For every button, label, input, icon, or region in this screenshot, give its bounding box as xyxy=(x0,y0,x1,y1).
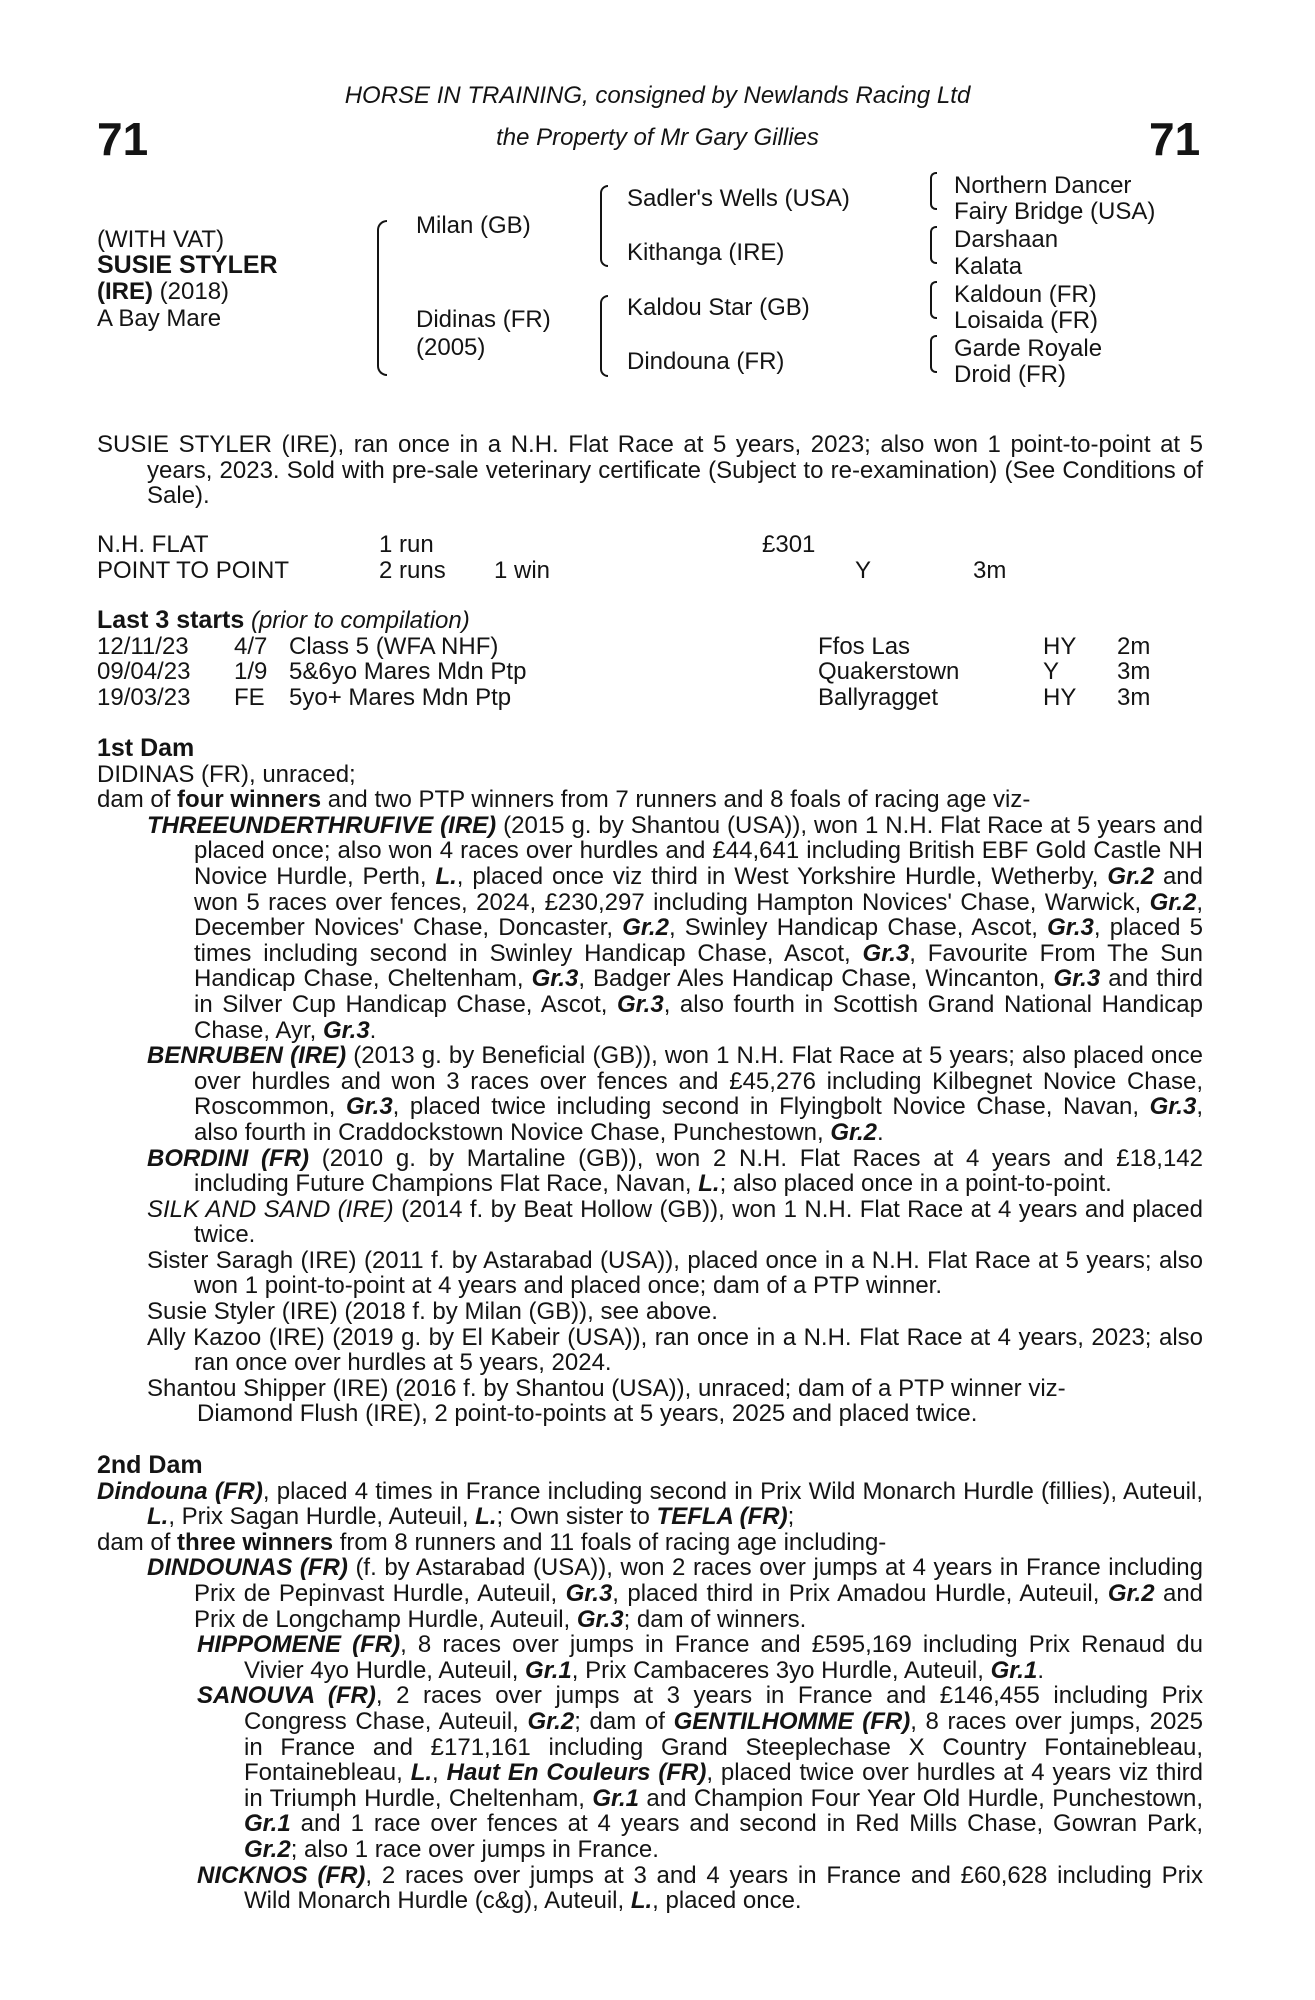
progeny-name: THREEUNDERTHRUFIVE (IRE) xyxy=(147,811,497,839)
progeny-name: SANOUVA (FR) xyxy=(197,1682,376,1710)
pedigree-brace-g4 xyxy=(930,335,937,373)
pedigree-g8: Droid (FR) xyxy=(954,361,1066,388)
race-record xyxy=(97,532,1203,583)
start-date: 19/03/23 xyxy=(97,683,191,711)
pedigree-dam-sire: Kaldou Star (GB) xyxy=(627,294,810,321)
first-dam-line: DIDINAS (FR), unraced; xyxy=(97,760,356,788)
second-dam-dindouna: Dindouna (FR), placed 4 times in France including second in Prix Wild Monarch Hurdle (fillies), Auteuil, L., Prix Sagan Hurdle, Auteuil, L.; Own sister to TEFLA (FR); xyxy=(97,1477,1204,1531)
pedigree-g3: Darshaan xyxy=(954,226,1059,253)
start-going: HY xyxy=(1043,683,1077,711)
record-runs: 1 run xyxy=(379,531,434,558)
progeny-silk-and-sand: SILK AND SAND (IRE) (2014 f. by Beat Hollow (GB)), won 1 N.H. Flat Race at 4 years and placed twice. xyxy=(147,1195,1203,1249)
record-prize: £301 xyxy=(762,531,816,558)
pedigree-sire-sire: Sadler's Wells (USA) xyxy=(627,185,850,212)
last-starts-subtitle: (prior to compilation) xyxy=(250,607,470,634)
progeny-name: DINDOUNAS (FR) xyxy=(147,1554,348,1582)
start-position: 4/7 xyxy=(234,632,268,660)
start-distance: 3m xyxy=(1117,683,1151,711)
start-row xyxy=(97,659,1203,685)
pedigree-brace-g2 xyxy=(930,226,937,264)
pedigree-brace-g1 xyxy=(930,172,937,210)
progeny-name: BENRUBEN (IRE) xyxy=(147,1042,347,1070)
last-starts-heading xyxy=(97,608,1203,634)
pedigree-g6: Loisaida (FR) xyxy=(954,307,1099,334)
record-runs: 2 runs xyxy=(379,556,446,584)
summary-paragraph xyxy=(97,432,1203,509)
progeny-sister-saragh: Sister Saragh (IRE) (2011 f. by Astarabad (USA)), placed once in a N.H. Flat Race at 5 years; also won 1 point-to-point at 4 years and placed once; dam of a PTP winner. xyxy=(147,1246,1203,1300)
start-distance: 2m xyxy=(1117,632,1151,660)
start-race: 5yo+ Mares Mdn Ptp xyxy=(289,683,512,711)
progeny-name: HIPPOMENE (FR) xyxy=(197,1631,401,1659)
vat-label: (WITH VAT) xyxy=(97,226,225,253)
header-consignor: HORSE IN TRAINING, consigned by Newlands Racing Ltd xyxy=(344,82,971,109)
first-dam-section xyxy=(97,736,1203,1427)
start-course: Ffos Las xyxy=(818,632,911,660)
progeny-nicknos: NICKNOS (FR), 2 races over jumps at 3 and 4 years in France and £60,628 including Prix Wild Monarch Hurdle (c&g), Auteuil, L., placed once. xyxy=(197,1861,1203,1915)
horse-year: (2018) xyxy=(159,278,230,305)
start-distance: 3m xyxy=(1117,658,1151,685)
record-wins: 1 win xyxy=(494,556,551,584)
header-property: the Property of Mr Gary Gillies xyxy=(496,124,819,151)
summary-block xyxy=(97,432,1203,509)
record-distance: 3m xyxy=(973,556,1007,584)
first-dam-heading: 1st Dam xyxy=(97,734,195,762)
progeny-shantou-shipper: Shantou Shipper (IRE) (2016 f. by Shantou (USA)), unraced; dam of a PTP winner viz- xyxy=(147,1374,1066,1402)
start-position: 1/9 xyxy=(234,658,268,685)
progeny-dindounas: DINDOUNAS (FR) (f. by Astarabad (USA)), won 2 races over jumps at 4 years in France including Prix de Pepinvast Hurdle, Auteuil, Gr.3, placed third in Prix Amadou Hurdle, Auteuil, Gr.2 and Prix de Longchamp Hurdle, Auteuil, Gr.3; dam of winners. xyxy=(147,1554,1204,1633)
start-row xyxy=(97,685,1203,711)
pedigree-dam-dam: Dindouna (FR) xyxy=(627,348,785,375)
horse-origin-line xyxy=(97,278,229,306)
pedigree-g5: Kaldoun (FR) xyxy=(954,281,1097,308)
progeny-diamond-flush: Diamond Flush (IRE), 2 point-to-points at 5 years, 2025 and placed twice. xyxy=(197,1400,978,1428)
pedigree-dam-year: (2005) xyxy=(416,334,486,361)
pedigree-g2: Fairy Bridge (USA) xyxy=(954,198,1156,225)
horse-country: (IRE) xyxy=(97,278,153,305)
progeny-threeunderthrufive: THREEUNDERTHRUFIVE (IRE) (2015 g. by Shantou (USA)), won 1 N.H. Flat Race at 5 years and placed once; also won 4 races over hurdles and £44,641 including British EBF Gold Castle NH Novice Hurdle, Perth, L., placed once viz third in West Yorkshire Hurdle, Wetherby, Gr.2 and won 5 races over fences, 2024, £230,297 including Hampton Novices' Chase, Warwick, Gr.2, December Novices' Chase, Doncaster, Gr.2, Swinley Handicap Chase, Ascot, Gr.3, placed 5 times including second in Swinley Handicap Chase, Ascot, Gr.3, Favourite From The Sun Handicap Chase, Cheltenham, Gr.3, Badger Ales Handicap Chase, Wincanton, Gr.3 and third in Silver Cup Handicap Chase, Ascot, Gr.3, also fourth in Scottish Grand National Handicap Chase, Ayr, Gr.3. xyxy=(147,811,1204,1044)
record-type: POINT TO POINT xyxy=(97,556,290,584)
second-dam-heading: 2nd Dam xyxy=(97,1451,203,1479)
first-dam-produce-line: dam of four winners and two PTP winners from 7 runners and 8 foals of racing age viz- xyxy=(97,786,1031,814)
start-race: 5&6yo Mares Mdn Ptp xyxy=(289,658,527,685)
second-dam-section xyxy=(97,1453,1203,1914)
progeny-hippomene: HIPPOMENE (FR), 8 races over jumps in France and £595,169 including Prix Renaud du Vivier 4yo Hurdle, Auteuil, Gr.1, Prix Cambaceres 3yo Hurdle, Auteuil, Gr.1. xyxy=(197,1631,1204,1684)
start-position: FE xyxy=(234,683,265,711)
pedigree-brace-dam xyxy=(600,295,608,377)
start-date: 09/04/23 xyxy=(97,658,191,685)
summary-text: , ran once in a N.H. Flat Race at 5 years, 2023; also won 1 point-to-point at 5 years, 2023. Sold with pre-sale veterinary certificate (Subject to re-examination) (See Conditions of Sale). xyxy=(147,431,1204,510)
start-date: 12/11/23 xyxy=(97,632,189,660)
pedigree-g1: Northern Dancer xyxy=(954,172,1132,199)
progeny-benruben: BENRUBEN (IRE) (2013 g. by Beneficial (GB)), won 1 N.H. Flat Race at 5 years; also placed once over hurdles and won 3 races over fences and £45,276 including Kilbegnet Novice Chase, Roscommon, Gr.3, placed twice including second in Flyingbolt Novice Chase, Navan, Gr.3, also fourth in Craddockstown Novice Chase, Punchestown, Gr.2. xyxy=(147,1042,1203,1146)
pedigree-brace-main xyxy=(377,220,387,376)
last-starts xyxy=(97,608,1203,710)
record-type: N.H. FLAT xyxy=(97,531,209,558)
progeny-name: BORDINI (FR) xyxy=(147,1144,310,1172)
second-dam-produce-line: dam of three winners from 8 runners and 11 foals of racing age including- xyxy=(97,1528,887,1556)
pedigree-brace-g3 xyxy=(930,281,937,319)
last-starts-title: Last 3 starts xyxy=(97,606,245,634)
horse-name: SUSIE STYLER xyxy=(97,251,278,279)
pedigree-sire: Milan (GB) xyxy=(416,212,531,239)
start-going: Y xyxy=(1043,658,1060,685)
pedigree-g7: Garde Royale xyxy=(954,335,1103,362)
start-going: HY xyxy=(1043,632,1077,660)
record-going: Y xyxy=(855,556,872,584)
progeny-susie-styler: Susie Styler (IRE) (2018 f. by Milan (GB)), see above. xyxy=(147,1298,718,1326)
pedigree-brace-sire xyxy=(600,185,608,267)
progeny-name: SILK AND SAND (IRE) xyxy=(147,1195,394,1223)
pedigree-sire-dam: Kithanga (IRE) xyxy=(627,239,785,266)
progeny-bordini: BORDINI (FR) (2010 g. by Martaline (GB)), won 2 N.H. Flat Races at 4 years and £18,142 including Future Champions Flat Race, Navan, L.; also placed once in a point-to-point. xyxy=(147,1144,1203,1198)
start-race: Class 5 (WFA NHF) xyxy=(289,632,499,660)
progeny-name: NICKNOS (FR) xyxy=(197,1861,366,1889)
record-row xyxy=(97,532,1203,558)
progeny-ally-kazoo: Ally Kazoo (IRE) (2019 g. by El Kabeir (USA)), ran once in a N.H. Flat Race at 4 years, 2023; also ran once over hurdles at 5 years, 2024. xyxy=(147,1323,1203,1377)
pedigree-dam: Didinas (FR) xyxy=(416,306,551,333)
summary-name: SUSIE STYLER (IRE) xyxy=(97,431,338,458)
start-row xyxy=(97,634,1203,660)
record-row xyxy=(97,558,1203,584)
pedigree-g4: Kalata xyxy=(954,253,1023,280)
start-course: Quakerstown xyxy=(818,658,960,685)
horse-description: A Bay Mare xyxy=(97,305,222,332)
lot-number-right: 71 xyxy=(1149,113,1201,165)
start-course: Ballyragget xyxy=(818,683,939,711)
progeny-sanouva: SANOUVA (FR), 2 races over jumps at 3 years in France and £146,455 including Prix Congress Chase, Auteuil, Gr.2; dam of GENTILHOMME (FR), 8 races over jumps, 2025 in France and £171,161 including Grand Steeplechase X Country Fontainebleau, Fontainebleau, L., Haut En Couleurs (FR), placed twice over hurdles at 4 years viz third in Triumph Hurdle, Cheltenham, Gr.1 and Champion Four Year Old Hurdle, Punchestown, Gr.1 and 1 race over fences at 4 years and second in Red Mills Chase, Gowran Park, Gr.2; also 1 race over jumps in France. xyxy=(197,1682,1204,1863)
lot-number-left: 71 xyxy=(97,113,149,165)
